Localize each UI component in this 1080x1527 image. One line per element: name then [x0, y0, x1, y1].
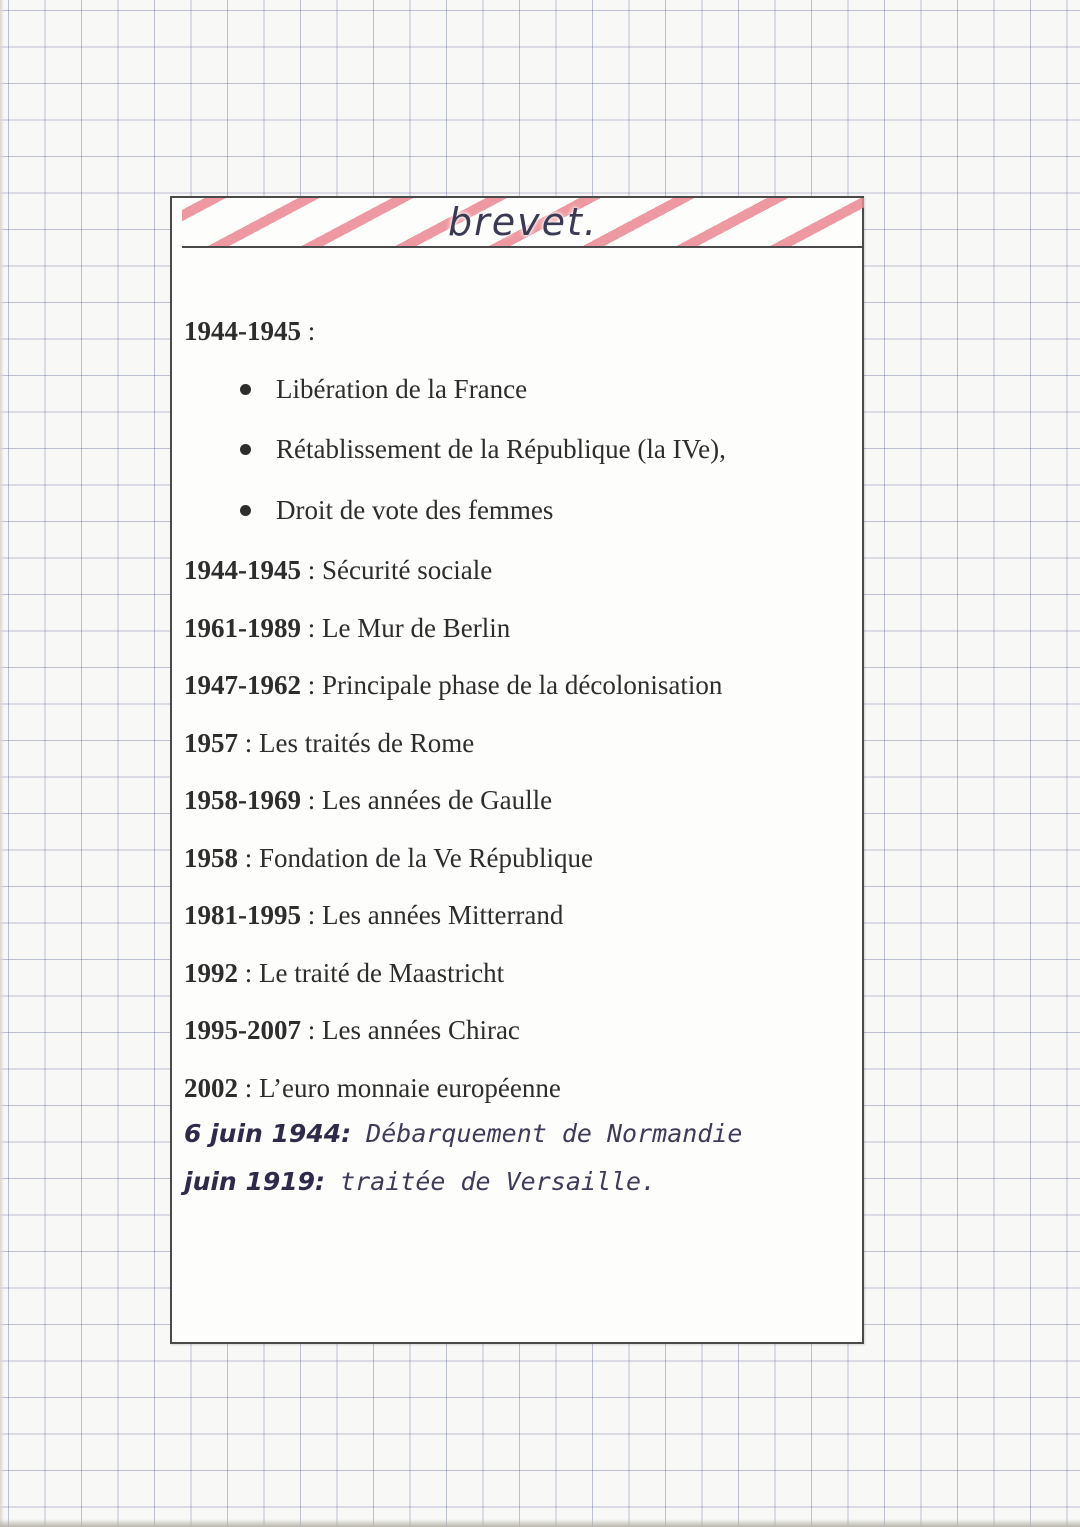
bullet-dot-icon — [240, 444, 251, 455]
timeline-entry — [184, 725, 854, 783]
timeline-entry — [184, 782, 854, 840]
entry-text: : Principale phase de la décolonisation — [301, 670, 723, 700]
entry-text: : L’euro monnaie européenne — [238, 1072, 561, 1103]
entry-text: : Les années Chirac — [301, 1015, 520, 1045]
entry-date: 1961-1989 — [184, 612, 301, 643]
entry-date: 1958-1969 — [184, 785, 301, 815]
entry-date: 1992 — [184, 957, 238, 988]
bullet-list — [184, 371, 854, 553]
card-title: brevet. — [448, 200, 598, 244]
entry-text: : Le Mur de Berlin — [301, 612, 511, 643]
entry-date: 2002 — [184, 1072, 238, 1103]
revision-card — [170, 196, 864, 1344]
entry-text: : Sécurité sociale — [301, 555, 493, 585]
note-text: Débarquement de Normandie — [351, 1118, 743, 1148]
timeline-entry — [184, 667, 854, 725]
timeline-entry — [184, 1070, 854, 1112]
first-entry — [184, 313, 854, 371]
note-text: traitée de Versaille. — [325, 1166, 657, 1196]
note-date: 6 juin 1944: — [184, 1118, 352, 1148]
entry-date: 1981-1995 — [184, 900, 301, 930]
list-item: Droit de vote des femmes — [184, 492, 854, 553]
timeline-entry — [184, 552, 854, 610]
entry-text: : Les années Mitterrand — [301, 900, 564, 930]
entry-text: : Les traités de Rome — [238, 727, 475, 758]
entry-text: : Fondation de la Ve République — [238, 842, 593, 873]
entry-date: 1944-1945 — [184, 555, 301, 585]
entry-date: 1958 — [184, 842, 238, 873]
timeline-entry — [184, 610, 854, 668]
timeline-entry — [184, 840, 854, 898]
entry-date: 1947-1962 — [184, 670, 301, 700]
timeline-entry — [184, 955, 854, 1013]
paper-bottom-edge — [0, 1519, 1080, 1527]
entry-date: 1957 — [184, 727, 238, 758]
list-item: Rétablissement de la République (la IVe), — [184, 431, 854, 492]
note-date: juin 1919: — [184, 1166, 326, 1196]
entry-text: : Le traité de Maastricht — [238, 957, 505, 988]
entry-separator: : — [301, 316, 316, 346]
handwritten-note — [184, 1160, 854, 1208]
bullet-dot-icon — [240, 505, 251, 516]
paper-edge — [0, 0, 4, 1527]
entry-date: 1944-1945 — [184, 316, 301, 346]
list-item: Libération de la France — [184, 371, 854, 432]
entry-text: : Les années de Gaulle — [301, 785, 553, 815]
bullet-dot-icon — [240, 384, 251, 395]
timeline-entry — [184, 1012, 854, 1070]
card-content — [184, 313, 854, 1208]
entry-date: 1995-2007 — [184, 1015, 301, 1045]
card-header — [182, 198, 864, 248]
timeline-entry — [184, 897, 854, 955]
handwritten-note — [184, 1112, 854, 1160]
